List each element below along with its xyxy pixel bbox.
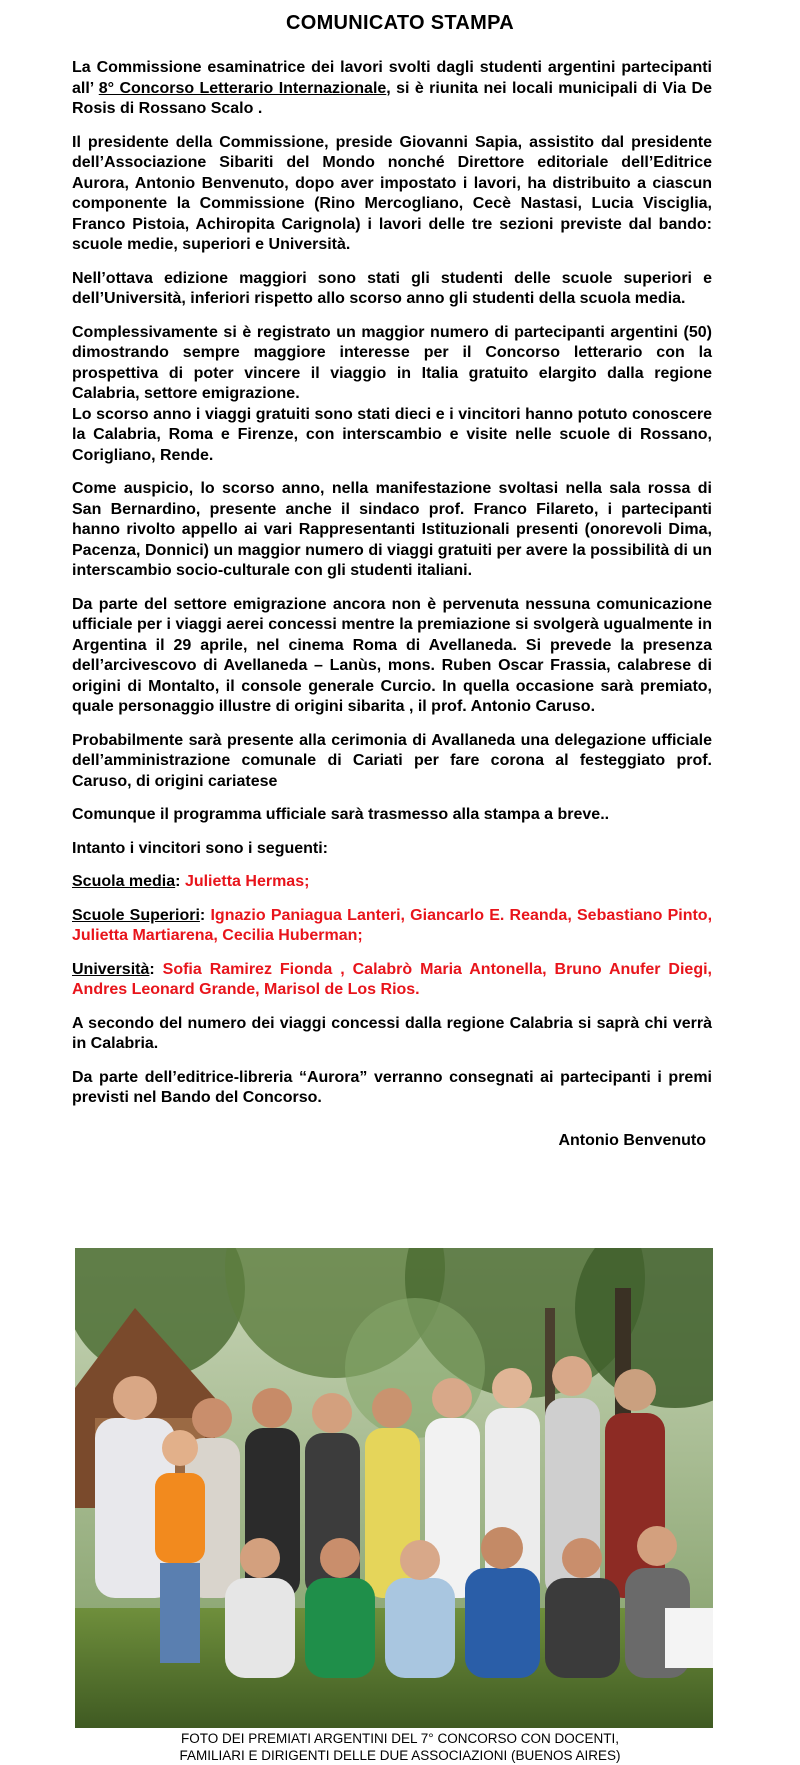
- paragraph-prizes: Da parte dell’editrice-libreria “Aurora” verranno consegnati ai partecipanti i premi previsti nel Bando del Concorso.: [72, 1068, 712, 1106]
- winners-superiori-names: Ignazio Paniagua Lanteri, Giancarlo E. Reanda, Sebastiano Pinto, Julietta Martiarena, Cecilia Huberman;: [72, 906, 713, 944]
- winners-media-label: Scuola media: [72, 873, 176, 890]
- winners-universita-label: Università: [72, 960, 150, 978]
- label-separator: :: [149, 960, 155, 978]
- paragraph-commission: [72, 58, 712, 120]
- winners-superiori: [72, 906, 712, 947]
- caption-line: FAMILIARI E DIRIGENTI DELLE DUE ASSOCIAZIONI (BUENOS AIRES): [179, 1748, 621, 1763]
- winners-universita-names: Sofia Ramirez Fionda , Calabrò Maria Antonella, Bruno Anufer Diegi, Andres Leonard Grande, Marisol de Los Rios.: [72, 960, 712, 998]
- paragraph-president: Il presidente della Commissione, preside Giovanni Sapia, assistito dal presidente dell’Associazione Sibariti del Mondo nonché Direttore editoriale dell’Editrice Aurora, Antonio Benvenuto, dopo aver impostato i lavori, ha distribuito a ciascun componente la Commissione (Rino Mercogliano, Cecè Nastasi, Lucia Visciglia, Franco Pistoia, Achiropita Carignola) i lavori delle tre sezioni previste dal bando: scuole medie, superiori e Università.: [72, 133, 712, 253]
- signature: Antonio Benvenuto: [558, 1131, 706, 1149]
- article-body: [72, 58, 712, 1151]
- paragraph-text: , si è riunita nei locali municipali di Via De Rosis di Rossano Scalo .: [72, 79, 712, 117]
- label-separator: :: [199, 906, 206, 924]
- paragraph-edition: Nell’ottava edizione maggiori sono stati gli studenti delle scuole superiori e dell’Università, inferiori rispetto allo scorso anno gli studenti della scuola media.: [72, 269, 712, 307]
- contest-name: 8° Concorso Letterario Internazionale: [98, 79, 387, 97]
- paragraph-auspice: Come auspicio, lo scorso anno, nella manifestazione svoltasi nella sala rossa di San Bernardino, presente anche il sindaco prof. Franco Filareto, i partecipanti hanno rivolto appello ai vari Rappresentanti Istituzionali presenti (onorevoli Dima, Pacenza, Donnici) un maggior numero di viaggi gratuiti per avere la possibilità di un interscambio socio-culturale con gli studenti italiani.: [72, 480, 712, 579]
- paragraph-participants: Complessivamente si è registrato un maggior numero di partecipanti argentini (50) dimostrando sempre maggiore interesse per il Concorso letterario con la prospettiva di poter vincere il viaggio in Italia gratuito elargito dalla regione Calabria, settore emigrazione.: [72, 323, 712, 402]
- winners-media: [72, 872, 712, 893]
- paragraph-last-year: Lo scorso anno i viaggi gratuiti sono stati dieci e i vincitori hanno potuto conoscere la Calabria, Roma e Firenze, con interscambio e visite nelle scuole di Rossano, Corigliano, Rende.: [72, 405, 712, 464]
- winners-media-names: Julietta Hermas;: [184, 873, 310, 890]
- paragraph-delegation: Probabilmente sarà presente alla cerimonia di Avallaneda una delegazione ufficiale dell’amministrazione comunale di Cariati per fare corona al festeggiato prof. Caruso, di origini cariatese: [72, 731, 712, 790]
- page-title: COMUNICATO STAMPA: [285, 12, 515, 34]
- paragraph-trips: A secondo del numero dei viaggi concessi dalla regione Calabria si saprà chi verrà in Calabria.: [72, 1014, 712, 1052]
- paragraph-program: Comunque il programma ufficiale sarà trasmesso alla stampa a breve..: [72, 806, 610, 823]
- child-figure: [155, 1473, 205, 1563]
- photo-caption: [0, 1730, 800, 1764]
- paragraph-winners-intro: Intanto i vincitori sono i seguenti:: [72, 839, 329, 857]
- winners-universita: [72, 960, 712, 1001]
- group-photo: [75, 1248, 713, 1728]
- winners-superiori-label: Scuole Superiori: [72, 906, 200, 924]
- paragraph-text: La Commissione esaminatrice dei lavori svolti dagli studenti argentini partecipanti all’: [72, 59, 712, 97]
- caption-line: FOTO DEI PREMIATI ARGENTINI DEL 7° CONCORSO CON DOCENTI,: [181, 1731, 619, 1746]
- paragraph-ceremony: Da parte del settore emigrazione ancora non è pervenuta nessuna comunicazione ufficiale per i viaggi aerei concessi mentre la premiazione si svolgerà ugualmente in Argentina il 29 aprile, nel cinema Roma di Avellaneda. Si prevede la presenza dell’arcivescovo di Avellaneda – Lanùs, mons. Ruben Oscar Frassia, calabrese di origini di Montalto, il console generale Curcio. In quella occasione sarà premiato, quale personaggio illustre di origini sibarita , il prof. Antonio Caruso.: [72, 595, 712, 715]
- group-photo-illustration: [75, 1248, 713, 1728]
- label-separator: :: [175, 873, 181, 890]
